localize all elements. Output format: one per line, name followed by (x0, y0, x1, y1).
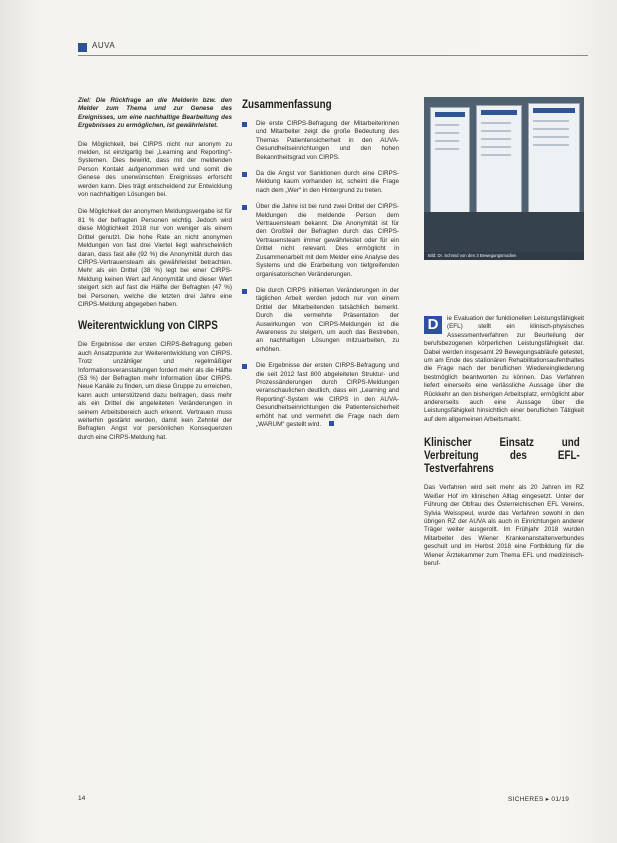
header-brand: AUVA (92, 41, 116, 50)
bullet-square-icon (242, 172, 247, 177)
poster-panel (476, 105, 522, 219)
column-right (424, 97, 584, 577)
header-rule (78, 55, 588, 56)
bullet-square-icon (242, 364, 247, 369)
summary-bullet (242, 362, 399, 429)
lead-paragraph: Ziel: Die Rückfrage an die Melderin bzw. den Melder zum Thema und zur Genese des Ereignisses, um eine nachhaltige Bearbeitung des Ergebnisses zu ermöglichen, ist gewährleistet. (78, 97, 232, 130)
body-paragraph: Das Verfahren wird seit mehr als 20 Jahren im RZ Weißer Hof im klinischen Alltag eingesetzt. Unter der Führung der Obfrau des Österreichischen EFL Vereins, Sylvia Weisspeul, wurde das Verfahren sowohl in den übrigen RZ der AUVA als auch in Einrichtungen anderer Träger weiter ausgerollt. Im Frühjahr 2018 wurden Mitarbeiter des Wiener Krankenanstaltenverbundes geschult und im Herbst 2018 eine Fortbildung für die Wiener Ärztekammer zum Thema EFL und medizinisch-beruf- (424, 484, 584, 567)
end-of-article-icon (329, 421, 334, 426)
issue-label: SICHERES ▸ 01/19 (508, 796, 570, 803)
poster-panel (528, 103, 580, 219)
photo-caption: Bild: Dr. Schmid von den 3 Bewegungsmodien (424, 252, 584, 260)
poster-photo (424, 97, 584, 252)
bullet-text: Die durch CIRPS initiierten Veränderungen in der täglichen Arbeit werden jedoch nur von einem Drittel der Mitarbeitenden tatsächlich bemerkt. Durch die vermehrte Präsentation der Auswirkungen von CIRPS-Meldungen ist die Awareness zu steigern, um auch das Bestreben, an nachhaltigen Lösungen mitzuarbeiten, zu erhöhen. (256, 286, 399, 353)
body-paragraph: Die Möglichkeit, bei CIRPS nicht nur anonym zu melden, ist einzigartig bei „Learning and Reporting“-Systemen. Dies bewirkt, dass mit der meldenden Person Kontakt aufgenommen wird und somit die Genese des unerwünschten Ereignisses erforscht werden kann. Dies trägt entscheidend zur Entwicklung von nachhaltigen Lösungen bei. (78, 140, 232, 199)
brand-square-icon (78, 43, 87, 52)
efl-article (424, 315, 584, 424)
page-number: 14 (78, 795, 86, 802)
section-heading-weiterentwicklung: Weiterentwicklung von CIRPS (78, 318, 218, 333)
summary-bullet (242, 287, 399, 354)
section-heading-zusammenfassung: Zusammenfassung (242, 97, 332, 111)
body-paragraph: Die Möglichkeit der anonymen Meldungsvergabe ist für 81 % der befragten Personen wichtig. Jedoch wird diese Möglichkeit 2018 nur von weniger als einem Drittel genutzt. Die hohe Rate an nicht anonymen Meldungen von fast drei Viertel liegt wahrscheinlich daran, dass fast alle (92 %) die Anonymität durch das CIRPS-Vertrauensteam als gewährleistet betrachten. Mehr als ein Drittel (38 %) legt bei einer CIRPS-Meldung keinen Wert auf Anonymität und dieser Wert steigert sich auf fast die Hälfte der Befragten (47 %) bei Personen, welche die letzten drei Jahre eine CIRPS-Meldung abgegeben haben. (78, 208, 232, 308)
page-header (78, 40, 588, 58)
column-left (78, 97, 232, 451)
poster-panel (430, 107, 470, 219)
bullet-text: Die Ergebnisse der ersten CIRPS-Befragung und die seit 2012 fast 800 abgeleiteten Struktur- und Prozessänderungen durch CIRPS-Meldungen veranschaulichen deutlich, dass ein „Learning and Reporting“-System wie CIRPS in den AUVA-Gesundheitseinrichtungen die Patientensicherheit erhöht hat und vermehrt die Frage nach dem „WARUM“ gestellt wird. (256, 362, 399, 428)
column-middle (242, 97, 399, 437)
bullet-square-icon (242, 122, 247, 127)
bullet-text: Die erste CIRPS-Befragung der Mitarbeiterinnen und Mitarbeiter zeigt die große Bedeutung des Themas Patientensicherheit in den AUVA-Gesundheitseinrichtungen und den hohen Bekanntheitsgrad von CIRPS. (256, 120, 399, 161)
summary-bullet (242, 203, 399, 279)
summary-bullet (242, 170, 399, 195)
body-paragraph: Die Ergebnisse der ersten CIRPS-Befragung geben auch Ansatzpunkte zur Weiterentwicklung von CIRPS. Trotz unzähliger und regelmäßiger Informationsveranstaltungen fordert mehr als die Hälfte (53 %) der Befragten mehr Information über CIRPS. Neue Kanäle zu finden, um diese Gruppe zu erreichen, kann auch unterstützend dazu beitragen, dass mehr als ein Drittel die angeleiteten Veränderungen in seinem Arbeitsbereich auch erkennt. Vertrauen muss weiterhin gestärkt werden, damit kein Zehntel der Befragten Angst vor persönlichen Konsequenzen durch eine CIRPS-Meldung hat. (78, 341, 232, 441)
body-paragraph: ie Evaluation der funktionellen Leistungsfähigkeit (EFL) stellt ein klinisch-physisches Assessmentverfahren zur Beurteilung der berufsbezogenen körperlichen Leistungsfähigkeit dar. Dabei werden insgesamt 29 Bewegungsabläufe getestet, um am Ende des stationären Rehabilitationsaufenthaltes die Frage nach der beruflichen Wiedereingliederung bestmöglich beantworten zu können. Das Verfahren liefert einerseits eine verlässliche Aussage über die Rückkehr an den bisherigen Arbeitsplatz, ermöglicht aber andererseits auch eine Aussage über die Leistungsfähigkeit hinsichtlich einer beruflichen Tätigkeit auf dem allgemeinen Arbeitsmarkt. (424, 315, 584, 423)
bullet-text: Über die Jahre ist bei rund zwei Drittel der CIRPS-Meldungen die meldende Person dem Vertrauensteam bekannt. Die Anonymität ist für den Großteil der Befragten durch das CIRPS-Vertrauensteam immer gewährleistet oder für ein Drittel nicht relevant. Dies ermöglicht in Zusammenarbeit mit dem Melder eine Analyse des Systems und die Erarbeitung von tiefgreifenden organisatorischen Veränderungen. (256, 203, 399, 278)
bullet-text: Da die Angst vor Sanktionen durch eine CIRPS-Meldung kaum vorhanden ist, scheint die Frage nach dem „Wer“ in den Hintergrund zu treten. (256, 170, 399, 194)
bullet-square-icon (242, 205, 247, 210)
photo-floor (424, 212, 584, 252)
section-heading-klinischer-einsatz: Klinischer Einsatz und Verbreitung des EFL-Testverfahrens (424, 435, 580, 476)
summary-bullet (242, 120, 399, 162)
drop-cap: D (424, 316, 442, 334)
bullet-square-icon (242, 289, 247, 294)
